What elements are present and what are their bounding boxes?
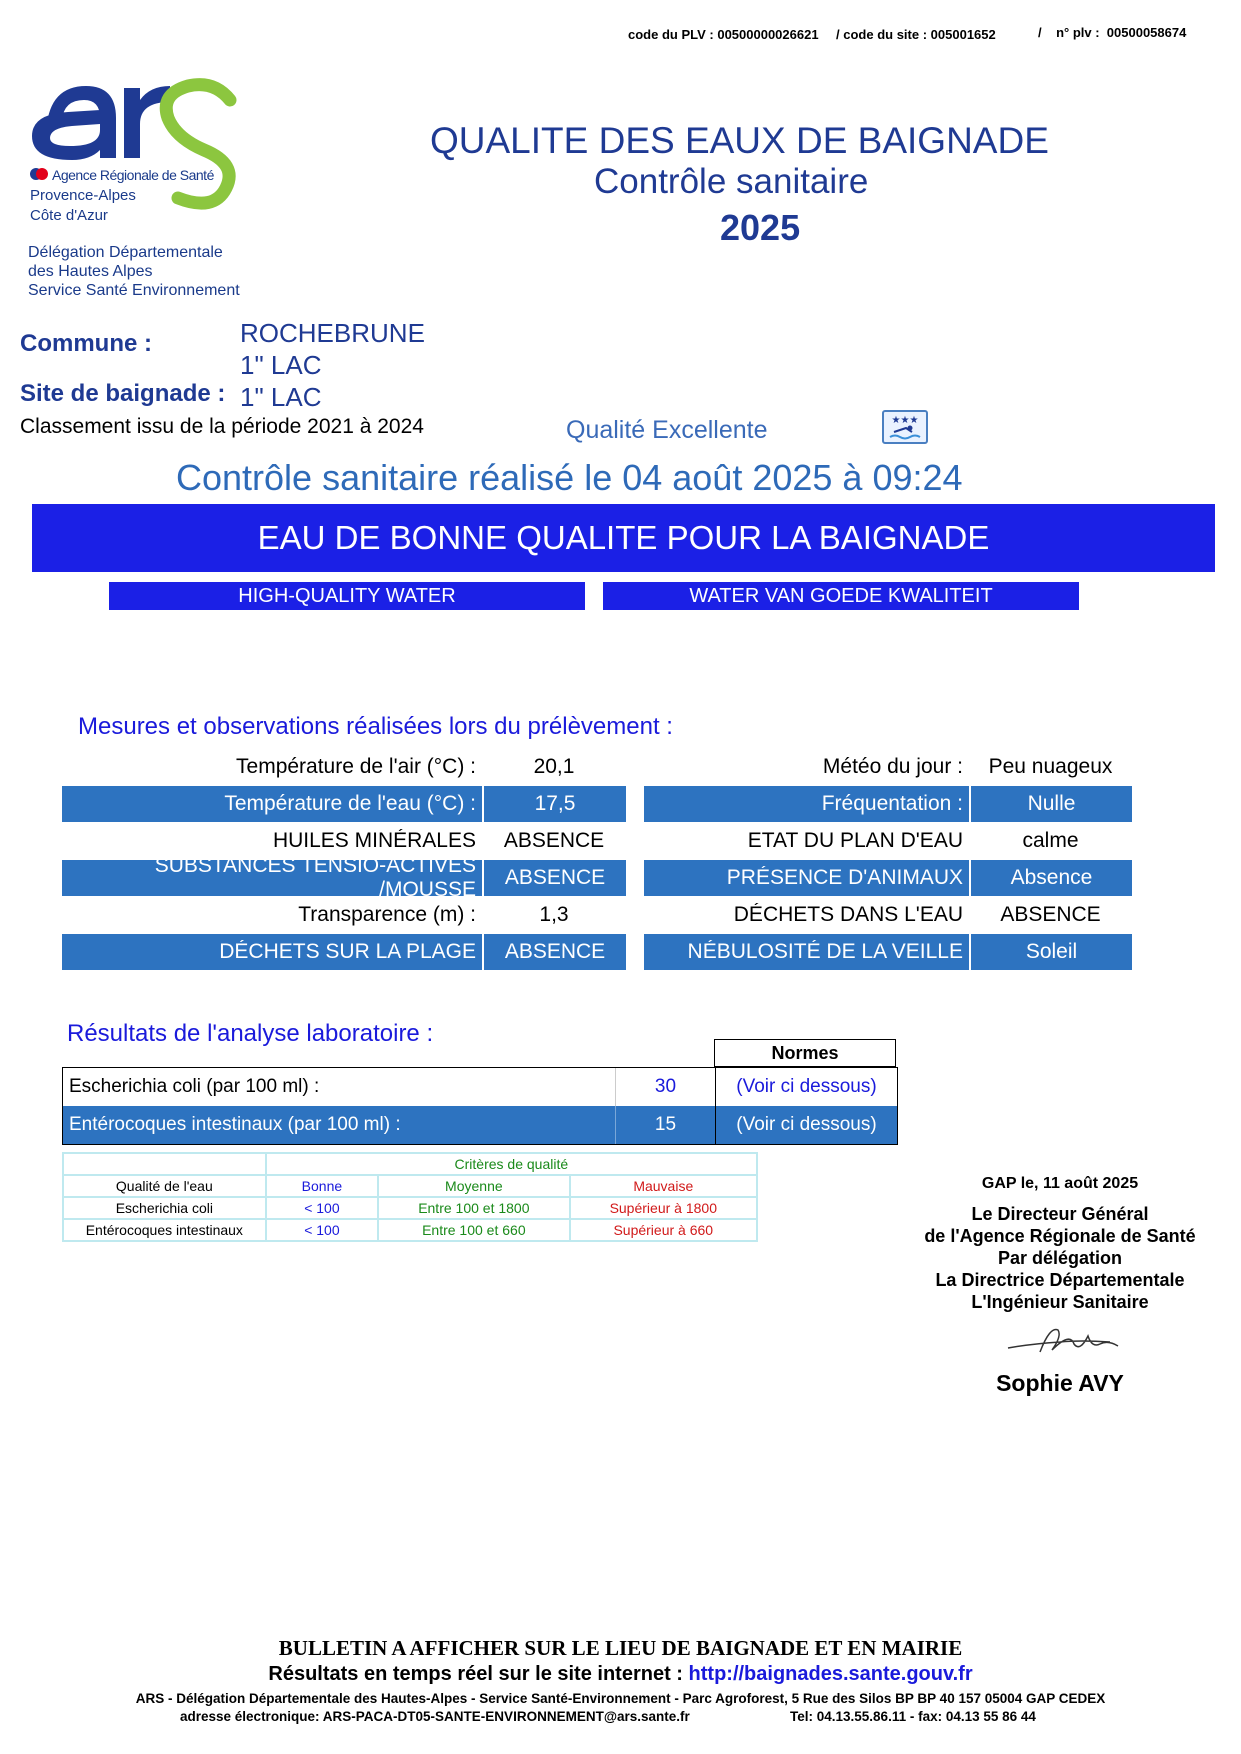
measure-row: Météo du jour : Peu nuageux: [822, 755, 1113, 778]
page-subtitle: Contrôle sanitaire: [594, 162, 869, 201]
bulletin-notice: BULLETIN A AFFICHER SUR LE LIEU DE BAIGNADE ET EN MAIRIE: [278, 1636, 963, 1660]
plv-number: / n° plv : 00500058674: [1038, 25, 1187, 40]
measure-row: DÉCHETS DANS L'EAU ABSENCE: [733, 903, 1101, 926]
handwritten-signature-icon: [1000, 1322, 1130, 1367]
measure-row: Température de l'air (°C) : 20,1: [236, 755, 575, 778]
table-row: Critères de qualité: [63, 1153, 757, 1175]
site-code: / code du site : 005001652: [836, 27, 996, 42]
measure-row: PRÉSENCE D'ANIMAUX Absence: [644, 860, 1132, 896]
site-label: Site de baignade :: [20, 380, 226, 407]
measures-title: Mesures et observations réalisées lors du prélèvement :: [78, 713, 673, 740]
table-row: Escherichia coli (par 100 ml) : 30 (Voir ci dessous): [63, 1068, 897, 1106]
table-row: Qualité de l'eau Bonne Moyenne Mauvaise: [63, 1175, 757, 1197]
delegation-line-3: Service Santé Environnement: [28, 282, 240, 299]
results-title: Résultats de l'analyse laboratoire :: [67, 1020, 434, 1047]
baignades-link[interactable]: http://baignades.sante.gouv.fr: [688, 1663, 973, 1685]
signature-line-3: Par délégation: [997, 1248, 1123, 1268]
classement-text: Classement issu de la période 2021 à 2024: [20, 415, 424, 438]
commune-value-2: 1" LAC: [240, 350, 322, 380]
page-title: QUALITE DES EAUX DE BAIGNADE: [430, 120, 1049, 161]
measure-row: NÉBULOSITÉ DE LA VEILLE Soleil: [644, 934, 1132, 970]
commune-value: ROCHEBRUNE: [240, 318, 425, 348]
region-line-1: Provence-Alpes: [30, 187, 136, 204]
control-date: Contrôle sanitaire réalisé le 04 août 2025 à 09:24: [176, 457, 963, 498]
verdict-dutch: WATER VAN GOEDE KWALITEIT: [603, 582, 1079, 610]
measure-row: DÉCHETS SUR LA PLAGE ABSENCE: [62, 934, 626, 970]
signatory-name: Sophie AVY: [996, 1370, 1124, 1396]
normes-header: Normes: [714, 1039, 896, 1067]
delegation-line-1: Délégation Départementale: [28, 244, 223, 261]
realtime-results: Résultats en temps réel sur le site internet : http://baignades.sante.gouv.fr: [268, 1663, 973, 1685]
site-value: 1" LAC: [240, 382, 322, 412]
signature-line-4: La Directrice Départementale: [935, 1270, 1185, 1290]
delegation-line-2: des Hautes Alpes: [28, 263, 153, 280]
region-line-2: Côte d'Azur: [30, 207, 108, 224]
table-row: Entérocoques intestinaux (par 100 ml) : 15 (Voir ci dessous): [63, 1106, 897, 1144]
quality-label: Qualité Excellente: [566, 416, 768, 444]
quality-criteria-table: [62, 1152, 758, 1242]
measure-row: SUBSTANCES TENSIO-ACTIVES /MOUSSE ABSENCE: [62, 860, 626, 896]
measure-row: HUILES MINÉRALES ABSENCE: [272, 829, 605, 852]
signature-place-date: GAP le, 11 août 2025: [981, 1175, 1139, 1192]
plv-code: code du PLV : 00500000026621: [628, 27, 819, 42]
signature-line-2: de l'Agence Régionale de Santé: [924, 1226, 1196, 1246]
table-row: Escherichia coli < 100 Entre 100 et 1800 Supérieur à 1800: [63, 1197, 757, 1219]
footer-address: ARS - Délégation Départementale des Hautes-Alpes - Service Santé-Environnement - Parc Agroforest, 5 Rue des Silos BP BP 40 157 05004 GAP CEDEX: [135, 1691, 1106, 1706]
measure-row: Fréquentation : Nulle: [644, 786, 1132, 822]
results-table: [62, 1067, 898, 1145]
agency-name: Agence Régionale de Santé: [52, 167, 214, 183]
three-star-swimmer-icon: [882, 410, 928, 444]
measure-row: Température de l'eau (°C) : 17,5: [62, 786, 626, 822]
measure-row: ETAT DU PLAN D'EAU calme: [747, 829, 1079, 852]
verdict-banner: EAU DE BONNE QUALITE POUR LA BAIGNADE: [32, 504, 1215, 572]
footer-phone: Tel: 04.13.55.86.11 - fax: 04.13 55 86 44: [790, 1709, 1036, 1724]
table-row: Entérocoques intestinaux < 100 Entre 100 et 660 Supérieur à 660: [63, 1219, 757, 1241]
measure-row: Transparence (m) : 1,3: [298, 903, 569, 926]
footer-email: adresse électronique: ARS-PACA-DT05-SANTE-ENVIRONNEMENT@ars.sante.fr: [180, 1709, 690, 1724]
svg-text:★★★: ★★★: [891, 415, 919, 426]
signature-line-5: L'Ingénieur Sanitaire: [971, 1292, 1149, 1312]
verdict-english: HIGH-QUALITY WATER: [109, 582, 585, 610]
page-year: 2025: [720, 207, 801, 248]
signature-line-1: Le Directeur Général: [971, 1204, 1149, 1224]
ars-logo: [28, 78, 258, 238]
commune-label: Commune :: [20, 330, 152, 357]
